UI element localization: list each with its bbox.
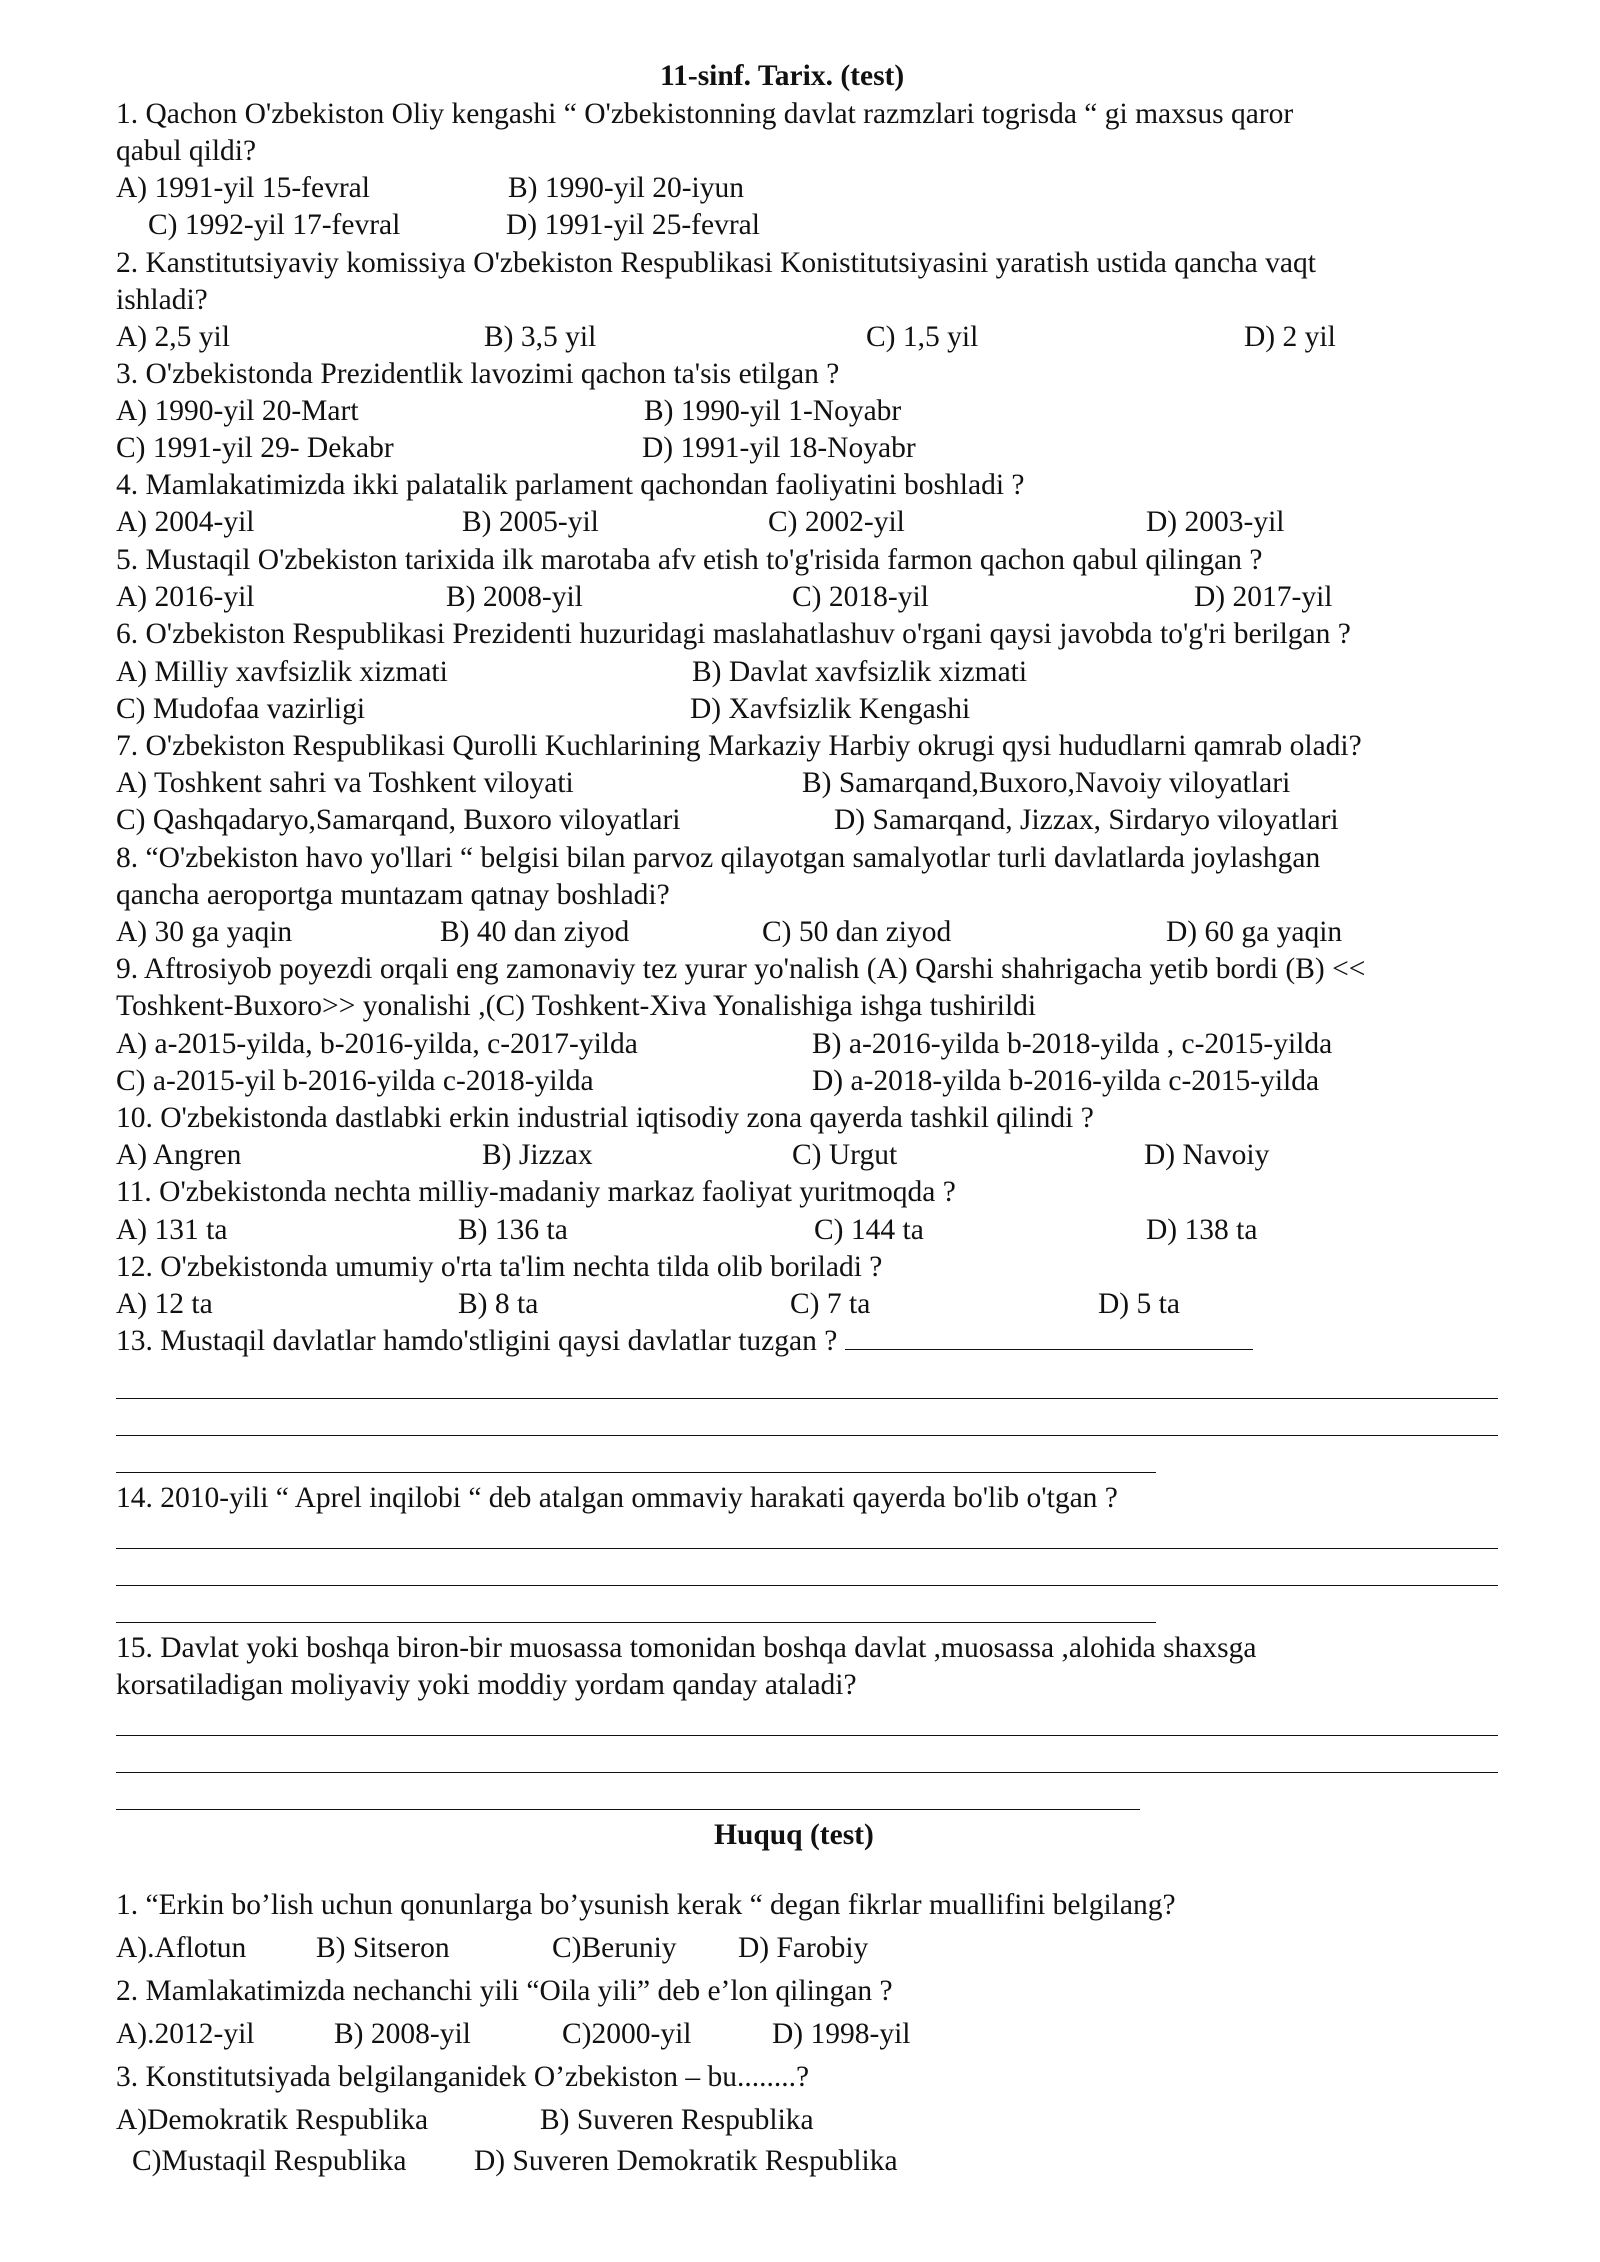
huquq-q3-text: 3. Konstitutsiyada belgilanganidek O’zbekiston – bu........? (116, 2061, 810, 2093)
q5-text: 5. Mustaqil O'zbekiston tarixida ilk marotaba afv etish to'g'risida farmon qachon qabul qilingan ? (116, 544, 1263, 576)
q15-answer-line-1[interactable] (116, 1735, 1498, 1736)
huquq-q3-option-c: C)Mustaqil Respublika (132, 2145, 407, 2177)
q9-option-a: A) a-2015-yilda, b-2016-yilda, c-2017-yilda (116, 1028, 638, 1060)
q6-option-c: C) Mudofaa vazirligi (116, 693, 366, 725)
q3-option-c: C) 1991-yil 29- Dekabr (116, 432, 394, 464)
huquq-q2-text: 2. Mamlakatimizda nechanchi yili “Oila yili” deb e’lon qilingan ? (116, 1975, 893, 2007)
q6-option-b: B) Davlat xavfsizlik xizmati (692, 656, 1028, 688)
q1-text-line1: 1. Qachon O'zbekiston Oliy kengashi “ O'zbekistonning davlat razmzlari togrisda “ gi maxsus qaror (116, 98, 1294, 130)
q15-answer-line-3[interactable] (116, 1809, 1140, 1810)
q1-option-c: C) 1992-yil 17-fevral (148, 209, 401, 241)
q6-text: 6. O'zbekiston Respublikasi Prezidenti huzuridagi maslahatlashuv o'rgani qaysi javobda to'g'ri berilgan ? (116, 618, 1351, 650)
q12-text: 12. O'zbekistonda umumiy o'rta ta'lim nechta tilda olib boriladi ? (116, 1251, 883, 1283)
q8-option-b: B) 40 dan ziyod (440, 916, 630, 948)
q11-option-a: A) 131 ta (116, 1214, 228, 1246)
q5-option-d: D) 2017-yil (1194, 581, 1333, 613)
q13-answer-line-3[interactable] (116, 1472, 1156, 1473)
q3-option-b: B) 1990-yil 1-Noyabr (644, 395, 902, 427)
q9-text-line2: Toshkent-Buxoro>> yonalishi ,(C) Toshkent-Xiva Yonalishiga ishga tushirildi (116, 990, 1037, 1022)
q8-text-line1: 8. “O'zbekiston havo yo'llari “ belgisi bilan parvoz qilayotgan samalyotlar turli davlatlarda joylashgan (116, 842, 1321, 874)
q2-option-c: C) 1,5 yil (866, 321, 979, 353)
q5-option-c: C) 2018-yil (792, 581, 929, 613)
q10-option-a: A) Angren (116, 1139, 242, 1171)
q8-option-c: C) 50 dan ziyod (762, 916, 952, 948)
q12-option-c: C) 7 ta (790, 1288, 871, 1320)
q7-text: 7. O'zbekiston Respublikasi Qurolli Kuchlarining Markaziy Harbiy okrugi qysi hududlarni qamrab oladi? (116, 730, 1362, 762)
huquq-q2-option-d: D) 1998-yil (772, 2018, 911, 2050)
q4-option-c: C) 2002-yil (768, 506, 905, 538)
huquq-q2-option-b: B) 2008-yil (334, 2018, 471, 2050)
q7-option-d: D) Samarqand, Jizzax, Sirdaryo viloyatlari (834, 804, 1339, 836)
q13-answer-blank[interactable] (845, 1323, 1253, 1350)
q13-question (116, 1323, 1253, 1360)
q1-text-line2: qabul qildi? (116, 135, 257, 167)
q15-answer-line-2[interactable] (116, 1772, 1498, 1773)
huquq-q3-option-d: D) Suveren Demokratik Respublika (474, 2145, 898, 2177)
q3-option-a: A) 1990-yil 20-Mart (116, 395, 359, 427)
huquq-title: Huquq (test) (714, 1819, 874, 1851)
q4-text: 4. Mamlakatimizda ikki palatalik parlament qachondan faoliyatini boshladi ? (116, 469, 1025, 501)
huquq-q2-option-c: C)2000-yil (562, 2018, 692, 2050)
q6-option-a: A) Milliy xavfsizlik xizmati (116, 656, 448, 688)
huquq-q1-text: 1. “Erkin bo’lish uchun qonunlarga bo’ysunish kerak “ degan fikrlar muallifini belgilang? (116, 1889, 1176, 1921)
huquq-q2-option-a: A).2012-yil (116, 2018, 255, 2050)
q7-option-c: C) Qashqadaryo,Samarqand, Buxoro viloyatlari (116, 804, 681, 836)
q10-text: 10. O'zbekistonda dastlabki erkin industrial iqtisodiy zona qayerda tashkil qilindi ? (116, 1102, 1094, 1134)
q4-option-a: A) 2004-yil (116, 506, 255, 538)
q7-option-a: A) Toshkent sahri va Toshkent viloyati (116, 767, 574, 799)
q2-option-b: B) 3,5 yil (484, 321, 597, 353)
q10-option-d: D) Navoiy (1144, 1139, 1270, 1171)
q10-option-c: C) Urgut (792, 1139, 898, 1171)
q8-option-d: D) 60 ga yaqin (1166, 916, 1343, 948)
q11-option-b: B) 136 ta (458, 1214, 568, 1246)
huquq-q1-option-a: A).Aflotun (116, 1932, 247, 1964)
q15-text-line2: korsatiladigan moliyaviy yoki moddiy yordam qanday ataladi? (116, 1669, 857, 1701)
q13-answer-line-1[interactable] (116, 1398, 1498, 1399)
q1-option-b: B) 1990-yil 20-iyun (508, 172, 744, 204)
q11-text: 11. O'zbekistonda nechta milliy-madaniy markaz faoliyat yuritmoqda ? (116, 1176, 956, 1208)
q7-option-b: B) Samarqand,Buxoro,Navoiy viloyatlari (802, 767, 1291, 799)
q2-text-line1: 2. Kanstitutsiyaviy komissiya O'zbekiston Respublikasi Konistitutsiyasini yaratish ustida qancha vaqt (116, 247, 1316, 279)
q14-answer-line-3[interactable] (116, 1622, 1156, 1623)
q5-option-a: A) 2016-yil (116, 581, 255, 613)
q9-option-b: B) a-2016-yilda b-2018-yilda , c-2015-yilda (812, 1028, 1333, 1060)
q4-option-d: D) 2003-yil (1146, 506, 1285, 538)
q9-text-line1: 9. Aftrosiyob poyezdi orqali eng zamonaviy tez yurar yo'nalish (A) Qarshi shahrigacha yetib bordi (B) << (116, 953, 1366, 985)
q14-text: 14. 2010-yili “ Aprel inqilobi “ deb atalgan ommaviy harakati qayerda bo'lib o'tgan ? (116, 1482, 1118, 1514)
q13-text: 13. Mustaqil davlatlar hamdo'stligini qaysi davlatlar tuzgan ? (116, 1325, 838, 1357)
q13-answer-line-2[interactable] (116, 1435, 1498, 1436)
q1-option-a: A) 1991-yil 15-fevral (116, 172, 370, 204)
q6-option-d: D) Xavfsizlik Kengashi (690, 693, 971, 725)
q5-option-b: B) 2008-yil (446, 581, 583, 613)
q3-option-d: D) 1991-yil 18-Noyabr (642, 432, 916, 464)
q8-text-line2: qancha aeroportga muntazam qatnay boshladi? (116, 879, 670, 911)
q11-option-d: D) 138 ta (1146, 1214, 1258, 1246)
q12-option-a: A) 12 ta (116, 1288, 213, 1320)
q12-option-b: B) 8 ta (458, 1288, 539, 1320)
huquq-q1-option-c: C)Beruniy (552, 1932, 677, 1964)
q9-option-d: D) a-2018-yilda b-2016-yilda c-2015-yilda (812, 1065, 1320, 1097)
q10-option-b: B) Jizzax (482, 1139, 593, 1171)
q9-option-c: C) a-2015-yil b-2016-yilda c-2018-yilda (116, 1065, 594, 1097)
huquq-q1-option-d: D) Farobiy (738, 1932, 869, 1964)
q15-text-line1: 15. Davlat yoki boshqa biron-bir muosassa tomonidan boshqa davlat ,muosassa ,alohida shaxsga (116, 1632, 1257, 1664)
huquq-q3-option-a: A)Demokratik Respublika (116, 2104, 429, 2136)
q14-answer-line-2[interactable] (116, 1585, 1498, 1586)
q8-option-a: A) 30 ga yaqin (116, 916, 293, 948)
q1-option-d: D) 1991-yil 25-fevral (506, 209, 760, 241)
huquq-q1-option-b: B) Sitseron (316, 1932, 450, 1964)
q2-option-d: D) 2 yil (1244, 321, 1336, 353)
q2-text-line2: ishladi? (116, 284, 208, 316)
q3-text: 3. O'zbekistonda Prezidentlik lavozimi qachon ta'sis etilgan ? (116, 358, 840, 390)
q4-option-b: B) 2005-yil (462, 506, 599, 538)
q14-answer-line-1[interactable] (116, 1548, 1498, 1549)
huquq-q3-option-b: B) Suveren Respublika (540, 2104, 814, 2136)
tarix-title: 11-sinf. Tarix. (test) (660, 60, 905, 92)
q2-option-a: A) 2,5 yil (116, 321, 230, 353)
q12-option-d: D) 5 ta (1098, 1288, 1180, 1320)
q11-option-c: C) 144 ta (814, 1214, 924, 1246)
